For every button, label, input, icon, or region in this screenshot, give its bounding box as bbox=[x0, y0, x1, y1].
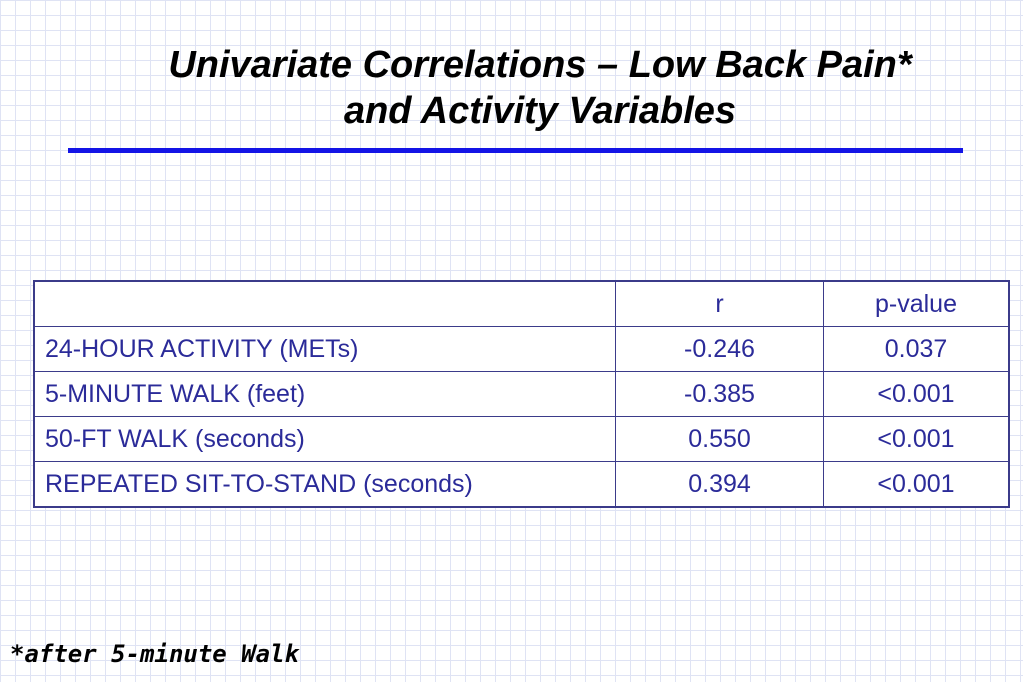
correlation-table bbox=[33, 280, 1010, 508]
column-header-variable bbox=[34, 281, 616, 327]
table-row bbox=[34, 462, 1009, 508]
p-value-cell: 0.037 bbox=[824, 327, 1010, 372]
table-row bbox=[34, 372, 1009, 417]
slide-title-line-2: and Activity Variables bbox=[343, 90, 737, 132]
variable-cell: 50-FT WALK (seconds) bbox=[34, 417, 616, 462]
table-row bbox=[34, 327, 1009, 372]
r-value-cell: -0.385 bbox=[616, 372, 824, 417]
slide-title-line-1: Univariate Correlations – Low Back Pain* bbox=[168, 44, 912, 86]
p-value-cell: <0.001 bbox=[824, 417, 1010, 462]
p-value-cell: <0.001 bbox=[824, 372, 1010, 417]
slide-title bbox=[60, 42, 1020, 134]
r-value-cell: -0.246 bbox=[616, 327, 824, 372]
r-value-cell: 0.550 bbox=[616, 417, 824, 462]
title-underline-rule bbox=[68, 148, 963, 153]
variable-cell: 24-HOUR ACTIVITY (METs) bbox=[34, 327, 616, 372]
table-header-row bbox=[34, 281, 1009, 327]
footnote: *after 5-minute Walk bbox=[10, 640, 299, 668]
column-header-r: r bbox=[616, 281, 824, 327]
variable-cell: 5-MINUTE WALK (feet) bbox=[34, 372, 616, 417]
variable-cell: REPEATED SIT-TO-STAND (seconds) bbox=[34, 462, 616, 508]
table-row bbox=[34, 417, 1009, 462]
p-value-cell: <0.001 bbox=[824, 462, 1010, 508]
r-value-cell: 0.394 bbox=[616, 462, 824, 508]
column-header-p-value: p-value bbox=[824, 281, 1010, 327]
